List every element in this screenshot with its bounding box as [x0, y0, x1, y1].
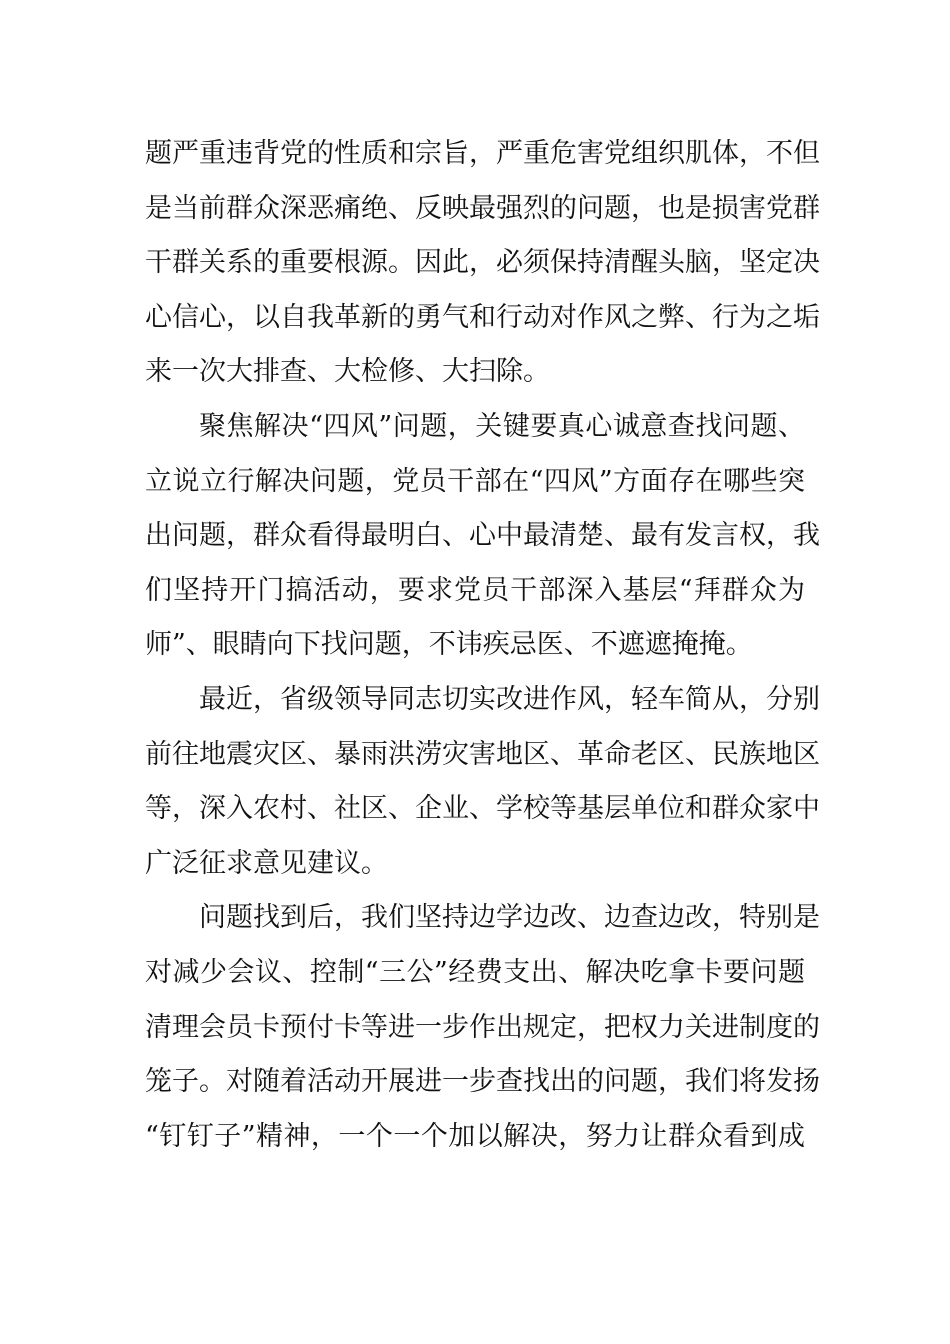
paragraph-line: 笼子。对随着活动开展进一步查找出的问题，我们将发扬 — [145, 1066, 820, 1098]
paragraph-line: 题严重违背党的性质和宗旨，严重危害党组织肌体，不但 — [145, 138, 820, 169]
paragraph-line: 清理会员卡预付卡等进一步作出规定，把权力关进制度的 — [145, 1011, 820, 1043]
paragraph-line: 干群关系的重要根源。因此，必须保持清醒头脑，坚定决 — [145, 247, 820, 279]
paragraph-line: 心信心，以自我革新的勇气和行动对作风之弊、行为之垢 — [145, 301, 820, 333]
paragraph-line: 们坚持开门搞活动，要求党员干部深入基层“拜群众为 — [145, 574, 805, 606]
document-body — [145, 127, 820, 1164]
paragraph-line: 师”、眼睛向下找问题，不讳疾忌医、不遮遮掩掩。 — [145, 629, 753, 661]
paragraph-line: 对减少会议、控制“三公”经费支出、解决吃拿卡要问题 — [145, 956, 805, 988]
paragraph-line: 立说立行解决问题，党员干部在“四风”方面存在哪些突 — [145, 465, 805, 497]
paragraph-line: 等，深入农村、社区、企业、学校等基层单位和群众家中 — [145, 793, 820, 825]
paragraph-3 — [145, 673, 820, 891]
paragraph-line: “钉钉子”精神，一个一个加以解决，努力让群众看到成 — [145, 1120, 805, 1152]
paragraph-4 — [145, 891, 820, 1164]
paragraph-line: 广泛征求意见建议。 — [145, 847, 388, 879]
paragraph-line: 聚焦解决“四风”问题，关键要真心诚意查找问题、 — [199, 410, 805, 442]
paragraph-1 — [145, 127, 820, 400]
paragraph-line: 出问题，群众看得最明白、心中最清楚、最有发言权，我 — [145, 520, 820, 552]
paragraph-2 — [145, 400, 820, 673]
paragraph-line: 是当前群众深恶痛绝、反映最强烈的问题，也是损害党群 — [145, 192, 820, 224]
paragraph-line: 来一次大排查、大检修、大扫除。 — [145, 356, 550, 388]
paragraph-line: 最近，省级领导同志切实改进作风，轻车简从，分别 — [199, 683, 820, 715]
paragraph-line: 前往地震灾区、暴雨洪涝灾害地区、革命老区、民族地区 — [145, 738, 820, 770]
paragraph-line: 问题找到后，我们坚持边学边改、边查边改，特别是 — [199, 902, 820, 934]
